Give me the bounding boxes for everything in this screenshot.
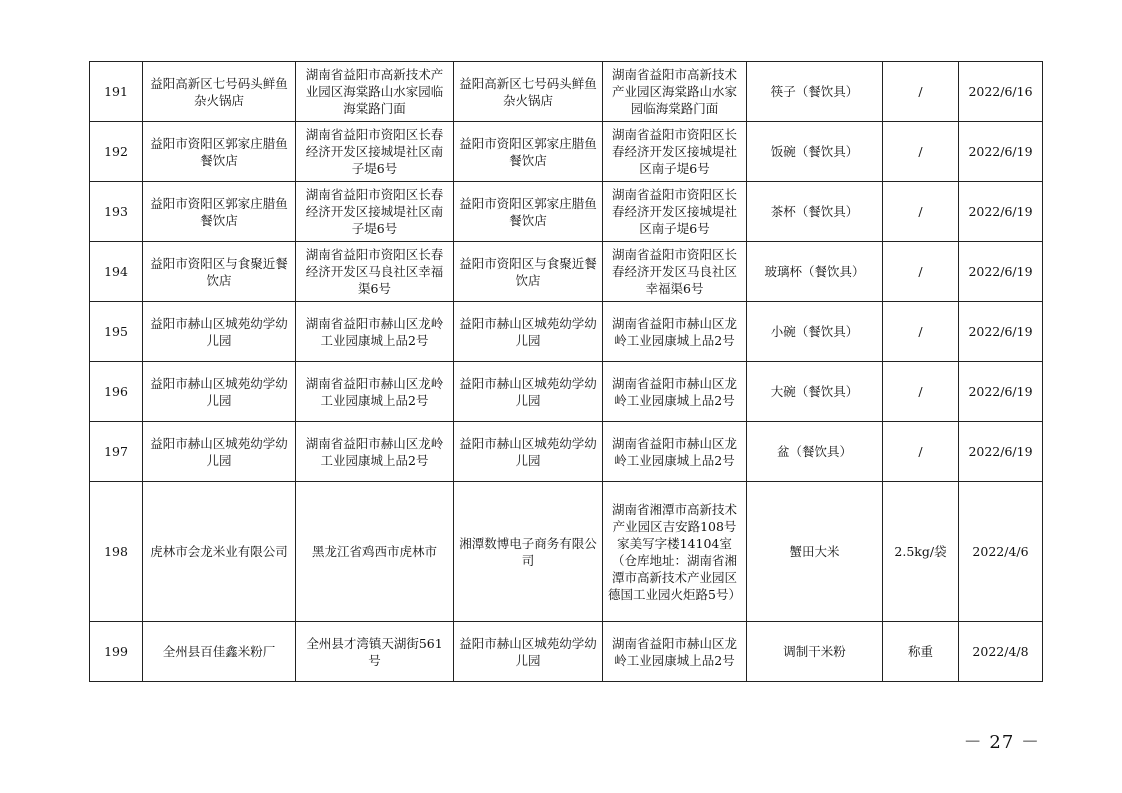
product-name: 筷子（餐饮具） — [747, 62, 883, 122]
product-name: 小碗（餐饮具） — [747, 302, 883, 362]
specification: / — [883, 182, 959, 242]
production-date: 2022/6/19 — [959, 242, 1043, 302]
sampled-unit-address: 湖南省益阳市资阳区长春经济开发区接城堤社区南子堤6号 — [603, 122, 747, 182]
sampled-unit-name: 湘潭数博电子商务有限公司 — [454, 482, 603, 622]
table-row — [90, 62, 1043, 122]
row-number: 195 — [90, 302, 143, 362]
producer-address: 黑龙江省鸡西市虎林市 — [296, 482, 454, 622]
specification: / — [883, 362, 959, 422]
specification: / — [883, 302, 959, 362]
sampled-unit-address: 湖南省湘潭市高新技术产业园区吉安路108号家美写字楼14104室（仓库地址：湖南省湘潭市高新技术产业园区德国工业园火炬路5号） — [603, 482, 747, 622]
specification: 称重 — [883, 622, 959, 682]
sampled-unit-name: 益阳市资阳区郭家庄腊鱼餐饮店 — [454, 122, 603, 182]
sampled-unit-name: 益阳市资阳区郭家庄腊鱼餐饮店 — [454, 182, 603, 242]
table-row — [90, 362, 1043, 422]
table-row — [90, 302, 1043, 362]
sampled-unit-address: 湖南省益阳市高新技术产业园区海棠路山水家园临海棠路门面 — [603, 62, 747, 122]
product-name: 大碗（餐饮具） — [747, 362, 883, 422]
specification: / — [883, 122, 959, 182]
sampled-unit-name: 益阳市资阳区与食聚近餐饮店 — [454, 242, 603, 302]
production-date: 2022/6/19 — [959, 182, 1043, 242]
producer-name: 益阳市资阳区与食聚近餐饮店 — [143, 242, 296, 302]
production-date: 2022/6/16 — [959, 62, 1043, 122]
production-date: 2022/6/19 — [959, 302, 1043, 362]
producer-address: 湖南省益阳市赫山区龙岭工业园康城上品2号 — [296, 422, 454, 482]
sampled-unit-name: 益阳高新区七号码头鲜鱼杂火锅店 — [454, 62, 603, 122]
producer-name: 益阳市赫山区城苑幼学幼儿园 — [143, 422, 296, 482]
producer-name: 益阳市赫山区城苑幼学幼儿园 — [143, 302, 296, 362]
specification: 2.5kg/袋 — [883, 482, 959, 622]
sampled-unit-address: 湖南省益阳市赫山区龙岭工业园康城上品2号 — [603, 302, 747, 362]
sampled-unit-name: 益阳市赫山区城苑幼学幼儿园 — [454, 302, 603, 362]
producer-address: 湖南省益阳市资阳区长春经济开发区马良社区幸福渠6号 — [296, 242, 454, 302]
sampled-unit-name: 益阳市赫山区城苑幼学幼儿园 — [454, 362, 603, 422]
specification: / — [883, 62, 959, 122]
production-date: 2022/4/6 — [959, 482, 1043, 622]
production-date: 2022/6/19 — [959, 422, 1043, 482]
sampled-unit-address: 湖南省益阳市赫山区龙岭工业园康城上品2号 — [603, 362, 747, 422]
page-number: － 27 － — [963, 732, 1040, 753]
row-number: 196 — [90, 362, 143, 422]
sampled-unit-name: 益阳市赫山区城苑幼学幼儿园 — [454, 422, 603, 482]
sampled-unit-address: 湖南省益阳市赫山区龙岭工业园康城上品2号 — [603, 422, 747, 482]
producer-address: 湖南省益阳市高新技术产业园区海棠路山水家园临海棠路门面 — [296, 62, 454, 122]
sampled-unit-address: 湖南省益阳市资阳区长春经济开发区接城堤社区南子堤6号 — [603, 182, 747, 242]
table-row — [90, 622, 1043, 682]
production-date: 2022/6/19 — [959, 122, 1043, 182]
specification: / — [883, 242, 959, 302]
producer-address: 湖南省益阳市赫山区龙岭工业园康城上品2号 — [296, 302, 454, 362]
producer-name: 虎林市会龙米业有限公司 — [143, 482, 296, 622]
producer-name: 益阳市资阳区郭家庄腊鱼餐饮店 — [143, 182, 296, 242]
specification: / — [883, 422, 959, 482]
product-name: 蟹田大米 — [747, 482, 883, 622]
row-number: 193 — [90, 182, 143, 242]
producer-name: 益阳高新区七号码头鲜鱼杂火锅店 — [143, 62, 296, 122]
sampled-unit-address: 湖南省益阳市资阳区长春经济开发区马良社区幸福渠6号 — [603, 242, 747, 302]
product-name: 盆（餐饮具） — [747, 422, 883, 482]
row-number: 197 — [90, 422, 143, 482]
table-row — [90, 122, 1043, 182]
row-number: 194 — [90, 242, 143, 302]
producer-name: 全州县百佳鑫米粉厂 — [143, 622, 296, 682]
producer-address: 全州县才湾镇天湖街561号 — [296, 622, 454, 682]
producer-address: 湖南省益阳市资阳区长春经济开发区接城堤社区南子堤6号 — [296, 182, 454, 242]
row-number: 199 — [90, 622, 143, 682]
row-number: 191 — [90, 62, 143, 122]
producer-address: 湖南省益阳市资阳区长春经济开发区接城堤社区南子堤6号 — [296, 122, 454, 182]
table-row — [90, 482, 1043, 622]
producer-name: 益阳市资阳区郭家庄腊鱼餐饮店 — [143, 122, 296, 182]
producer-name: 益阳市赫山区城苑幼学幼儿园 — [143, 362, 296, 422]
table-row — [90, 182, 1043, 242]
row-number: 192 — [90, 122, 143, 182]
table-row — [90, 422, 1043, 482]
producer-address: 湖南省益阳市赫山区龙岭工业园康城上品2号 — [296, 362, 454, 422]
sampled-unit-address: 湖南省益阳市赫山区龙岭工业园康城上品2号 — [603, 622, 747, 682]
sampled-unit-name: 益阳市赫山区城苑幼学幼儿园 — [454, 622, 603, 682]
product-name: 茶杯（餐饮具） — [747, 182, 883, 242]
product-name: 调制干米粉 — [747, 622, 883, 682]
row-number: 198 — [90, 482, 143, 622]
table-row — [90, 242, 1043, 302]
sampling-results-table — [89, 61, 1043, 682]
production-date: 2022/6/19 — [959, 362, 1043, 422]
product-name: 饭碗（餐饮具） — [747, 122, 883, 182]
production-date: 2022/4/8 — [959, 622, 1043, 682]
product-name: 玻璃杯（餐饮具） — [747, 242, 883, 302]
